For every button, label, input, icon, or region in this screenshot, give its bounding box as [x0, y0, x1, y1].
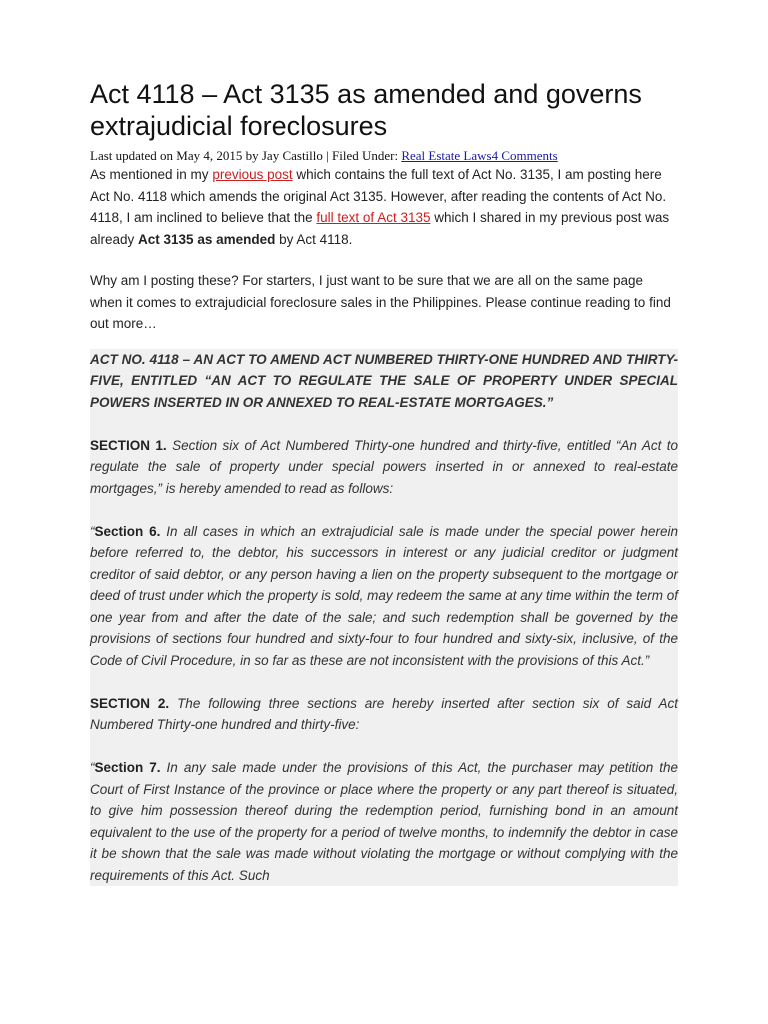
previous-post-link[interactable]: previous post — [212, 167, 293, 182]
section-text: In all cases in which an extrajudicial sale is made under the special power herein before referred to, the debtor, his successors in interest or any judicial creditor or judgment creditor of said debtor, or any person having a lien on the property subsequent to the mortgage or deed of trust under which the property is sold, may redeem the same at any time within the term of one year from and after the date of the sale; and such redemption shall be governed by the provisions of sections four hundred and sixty-four to four hundred and sixty-six, inclusive, of the Code of Civil Procedure, in so far as these are not inconsistent with the provisions of this Act.” — [90, 523, 678, 668]
meta-byline: Last updated on May 4, 2015 by Jay Castillo | Filed Under: — [90, 148, 402, 163]
section-6 — [90, 521, 678, 672]
section-text: Section six of Act Numbered Thirty-one hundred and thirty-five, entitled “An Act to regulate the sale of property under special powers inserted in or annexed to real-estate mortgages,” is hereby amended to read as follows: — [90, 437, 679, 496]
section-7 — [90, 757, 678, 886]
section-text: In any sale made under the provisions of this Act, the purchaser may petition the Court of First Instance of the province or place where the property or any part thereof is situated, to give him possession thereof during the redemption period, furnishing bond in an amount equivalent to the use of the property for a period of twelve months, to indemnify the debtor in case it be shown that the sale was made without violating the mortgage or without complying with the requirements of this Act. Such — [90, 760, 679, 883]
law-title: ACT NO. 4118 – AN ACT TO AMEND ACT NUMBERED THIRTY-ONE HUNDRED AND THIRTY-FIVE, ENTITLED “AN ACT TO REGULATE THE SALE OF PROPERTY UNDER SPECIAL POWERS INSERTED IN OR ANNEXED TO REAL-ESTATE MORTGAGES.” — [90, 351, 678, 410]
section-label: SECTION 1. — [90, 437, 167, 453]
intro-paragraph-2: Why am I posting these? For starters, I just want to be sure that we are all on the same page when it comes to extrajudicial foreclosure sales in the Philippines. Please continue reading to find out more… — [90, 273, 671, 331]
document-page — [90, 78, 678, 908]
intro-text: As mentioned in my — [90, 167, 213, 182]
section-label: Section 6. — [94, 523, 161, 539]
open-quote: “ — [90, 523, 95, 539]
spacer — [90, 250, 678, 270]
page-title: Act 4118 – Act 3135 as amended and governs extrajudicial foreclosures — [90, 79, 642, 141]
category-link[interactable]: Real Estate Laws — [401, 148, 492, 163]
intro-text: which contains the full text of Act No. 3135, I am posting here Act No. 4118 which amends the original Act 3135. However, after reading the contents of Act No. 4118, I am inclined to believe that the — [90, 167, 667, 225]
comments-link[interactable]: 4 Comments — [491, 148, 558, 163]
section-text: The following three sections are hereby inserted after section six of said Act Numbered Thirty-one hundred and thirty-five: — [90, 695, 679, 732]
intro-text: by Act 4118. — [275, 231, 353, 247]
intro-bold-text: Act 3135 as amended — [138, 231, 276, 247]
section-label: Section 7. — [94, 760, 161, 775]
post-meta — [90, 148, 678, 164]
law-quote-block — [90, 349, 678, 887]
section-1 — [90, 435, 678, 500]
open-quote: “ — [90, 760, 95, 775]
intro-text: which I shared in my previous post was already — [90, 210, 670, 247]
section-2 — [90, 693, 678, 736]
section-label: SECTION 2. — [90, 695, 170, 711]
full-text-link[interactable]: full text of Act 3135 — [316, 210, 431, 225]
intro-paragraph-1 — [90, 164, 678, 250]
